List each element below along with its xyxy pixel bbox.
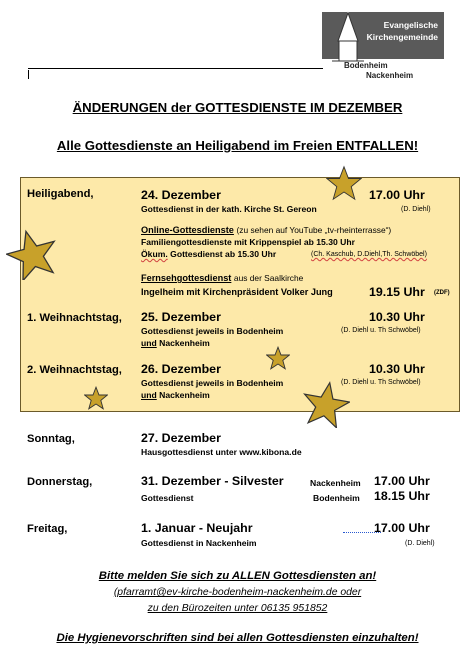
weihnacht1-time: 10.30 Uhr (369, 310, 425, 324)
donnerstag-place1: Nackenheim (310, 478, 361, 488)
page-heading: ÄNDERUNGEN der GOTTESDIENSTE IM DEZEMBER (72, 100, 403, 115)
weihnacht1-label: 1. Weihnachtstag, (27, 312, 122, 324)
online-line (141, 224, 391, 236)
weihnacht2-desc: Gottesdienst jeweils in Bodenheim (141, 378, 284, 388)
online-rest: (zu sehen auf YouTube „tv-rheinterrasse“) (236, 225, 392, 235)
tv-time: 19.15 Uhr (369, 285, 425, 299)
sonntag-date: 27. Dezember (141, 431, 221, 445)
oekum-pastors: (Ch. Kaschub, D.Diehl,Th. Schwöbel) (311, 251, 427, 258)
sonntag-label: Sonntag, (27, 433, 75, 445)
donnerstag-place2: Bodenheim (313, 493, 360, 503)
heiligabend-date: 24. Dezember (141, 188, 221, 202)
star-icon (326, 165, 362, 201)
freitag-time: 17.00 Uhr (374, 521, 430, 535)
tv-rest: aus der Saalkirche (233, 273, 304, 283)
footer-phone: zu den Bürozeiten unter 06135 951852 (147, 603, 328, 614)
oekum-rest: Gottesdienst ab 15.30 Uhr (170, 249, 277, 259)
oekum-line (141, 248, 276, 260)
star-icon (302, 380, 350, 428)
weihnacht1-date: 25. Dezember (141, 310, 221, 324)
heiligabend-time: 17.00 Uhr (369, 188, 425, 202)
donnerstag-date: 31. Dezember - Silvester (141, 474, 284, 488)
weihnacht2-und: und (141, 390, 157, 400)
logo-line-4: Nackenheim (366, 71, 414, 80)
heiligabend-label: Heiligabend, (27, 188, 94, 200)
sonntag-desc: Hausgottesdienst unter www.kibona.de (141, 447, 302, 457)
logo-line-2: Kirchengemeinde (366, 32, 438, 42)
online-title: Online-Gottesdienste (141, 225, 234, 235)
text-cursor (28, 70, 29, 79)
notice-heading: Alle Gottesdienste an Heiligabend im Freien ENTFALLEN! (56, 138, 419, 153)
logo-line-3: Bodenheim (344, 61, 388, 70)
donnerstag-time1: 17.00 Uhr (374, 474, 430, 488)
weihnacht2-pastor: (D. Diehl u. Th Schwöbel) (341, 379, 421, 386)
spell-mark (343, 532, 381, 533)
footer-register: Bitte melden Sie sich zu ALLEN Gottesdiensten an! (98, 570, 377, 582)
church-logo (322, 9, 444, 82)
weihnacht2-date: 26. Dezember (141, 362, 221, 376)
donnerstag-time2: 18.15 Uhr (374, 489, 430, 503)
header-rule (28, 68, 323, 69)
heiligabend-pastor: (D. Diehl) (401, 206, 431, 213)
oekum-word: Ökum. (141, 249, 168, 259)
star-icon (6, 228, 58, 280)
freitag-desc: Gottesdienst in Nackenheim (141, 538, 257, 548)
family-line: Familiengottesdienste mit Krippenspiel ab 15.30 Uhr (141, 237, 355, 247)
weihnacht1-desc2: Nackenheim (159, 338, 210, 348)
donnerstag-label: Donnerstag, (27, 476, 93, 488)
footer-email[interactable]: (pfarramt@ev-kirche-bodenheim-nackenheim.de oder (113, 587, 362, 598)
heiligabend-desc: Gottesdienst in der kath. Kirche St. Gereon (141, 204, 317, 214)
weihnacht1-pastor: (D. Diehl u. Th Schwöbel) (341, 327, 421, 334)
tv-line-1 (141, 272, 303, 284)
weihnacht2-label: 2. Weihnachtstag, (27, 364, 122, 376)
freitag-date: 1. Januar - Neujahr (141, 521, 253, 535)
weihnacht2-line2 (141, 389, 210, 401)
weihnacht2-time: 10.30 Uhr (369, 362, 425, 376)
star-icon (266, 346, 290, 370)
footer-hygiene: Die Hygienevorschriften sind bei allen Gottesdiensten einzuhalten! (56, 632, 419, 644)
star-icon (84, 386, 108, 410)
freitag-pastor: (D. Diehl) (405, 540, 435, 547)
weihnacht1-desc: Gottesdienst jeweils in Bodenheim (141, 326, 284, 336)
weihnacht1-und: und (141, 338, 157, 348)
tv-title: Fernsehgottesdienst (141, 273, 232, 283)
weihnacht1-line2 (141, 337, 210, 349)
weihnacht2-desc2: Nackenheim (159, 390, 210, 400)
freitag-label: Freitag, (27, 523, 68, 535)
donnerstag-desc: Gottesdienst (141, 493, 194, 503)
tv-line-2: Ingelheim mit Kirchenpräsident Volker Jung (141, 287, 333, 297)
logo-line-1: Evangelische (383, 20, 438, 30)
tv-channel: (ZDF) (434, 290, 450, 296)
